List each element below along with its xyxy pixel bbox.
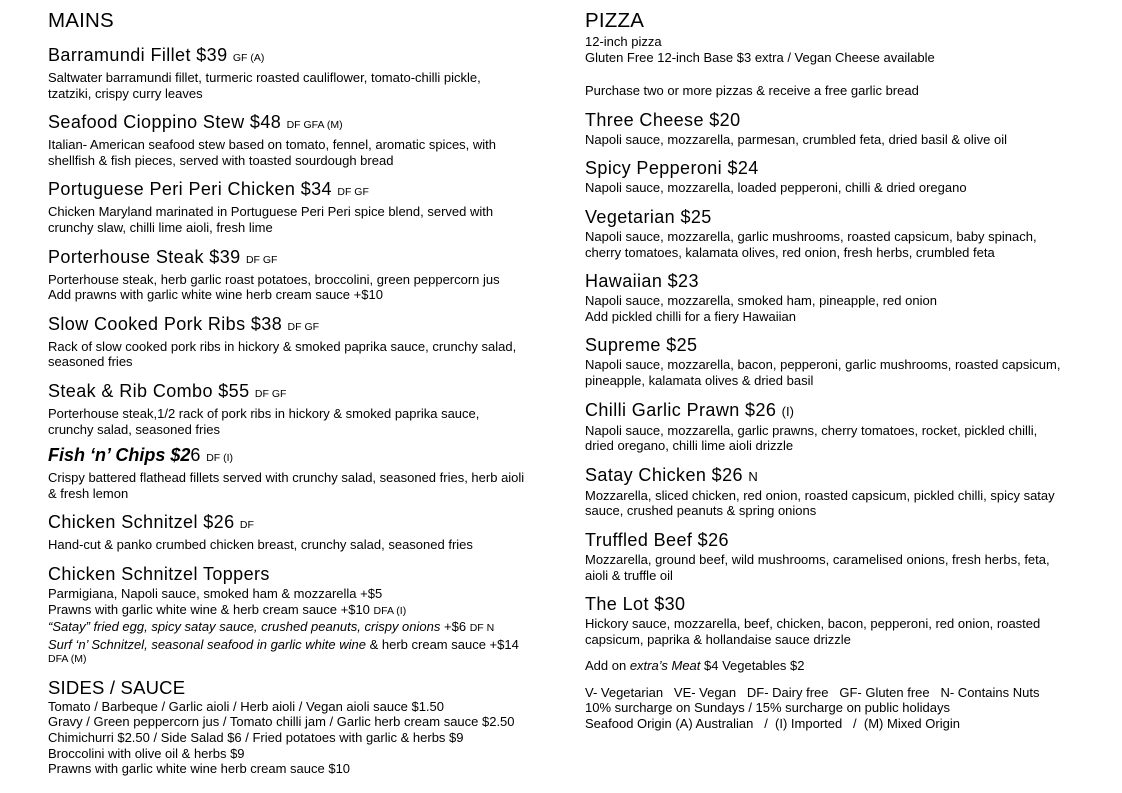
menu-item-fish-n-chips (48, 444, 548, 501)
mains-list (48, 44, 548, 437)
item-description (585, 423, 1085, 454)
menu-item (585, 399, 1085, 454)
item-name: Porterhouse Steak $39 (48, 246, 241, 267)
item-name: Supreme $25 (585, 335, 698, 356)
pizza-gluten-free-note: Gluten Free 12-inch Base $3 extra / Vegan Cheese available (585, 49, 935, 65)
description-line: Mozzarella, ground beef, wild mushrooms, caramelised onions, fresh herbs, feta, (585, 551, 1050, 567)
dietary-tags: DFA (I) (373, 604, 407, 617)
description-line: seasoned fries (48, 354, 133, 370)
item-name: Portuguese Peri Peri Chicken $34 (48, 179, 332, 200)
description-line: Napoli sauce, mozzarella, parmesan, crumbled feta, dried basil & olive oil (585, 131, 1007, 147)
dietary-tags: DF N (469, 622, 495, 635)
description-line: tzatziki, crispy curry leaves (48, 85, 203, 101)
item-name-bold: Fish ‘n’ Chips $2 (48, 445, 191, 466)
description-line: capsicum, paprika & hollandaise sauce drizzle (585, 631, 851, 647)
sides-line: Prawns with garlic white wine herb cream sauce $10 (48, 761, 351, 777)
menu-item (48, 178, 548, 235)
item-name: Chilli Garlic Prawn $26 (585, 399, 777, 420)
menu-item (585, 593, 1085, 647)
pizza-promo: Purchase two or more pizzas & receive a free garlic bread (585, 83, 919, 99)
description-line: & fresh lemon (48, 485, 129, 501)
description-line: Add prawns with garlic white wine herb cream sauce +$10 (48, 287, 383, 303)
menu-item (585, 157, 1085, 196)
description-line: dried oregano, chilli lime aioli drizzle (585, 438, 794, 454)
description-line: Crispy battered flathead fillets served with crunchy salad, seasoned fries, herb aioli (48, 470, 525, 486)
description-line: aioli & truffle oil (585, 567, 673, 583)
item-description (585, 132, 1085, 148)
item-description (48, 537, 548, 553)
description-line: Hickory sauce, mozzarella, beef, chicken, bacon, pepperoni, red onion, roasted (585, 616, 1041, 632)
description-line: crunchy slaw, chilli lime aioli, fresh lime (48, 219, 273, 235)
surcharge-note: 10% surcharge on Sundays / 15% surcharge on public holidays (585, 700, 950, 716)
item-name: Spicy Pepperoni $24 (585, 158, 759, 179)
description-line: Porterhouse steak,1/2 rack of pork ribs in hickory & smoked paprika sauce, (48, 405, 480, 421)
item-description (48, 470, 548, 501)
item-description (585, 488, 1085, 519)
menu-item (585, 334, 1085, 388)
item-name-rest: 6 (190, 445, 201, 466)
item-description (585, 552, 1085, 583)
extras-meat: extra’s Meat (629, 658, 701, 674)
item-name: Satay Chicken $26 (585, 464, 743, 485)
dietary-tags: DFA (M) (48, 653, 87, 666)
item-name: Vegetarian $25 (585, 206, 712, 227)
description-line: Napoli sauce, mozzarella, loaded pepperoni, chilli & dried oregano (585, 180, 967, 196)
description-line: Italian- American seafood stew based on tomato, fennel, aromatic spices, with (48, 137, 497, 153)
mains-heading: MAINS (48, 9, 114, 32)
item-name: Slow Cooked Pork Ribs $38 (48, 313, 283, 334)
description-line: Napoli sauce, mozzarella, smoked ham, pineapple, red onion (585, 293, 937, 309)
item-name: Chicken Schnitzel Toppers (48, 563, 270, 584)
pizza-column (585, 8, 1085, 732)
topper-text: Prawns with garlic white wine & herb cream sauce +$10 (48, 601, 370, 617)
topper-line (48, 619, 548, 637)
extras-note (585, 658, 1085, 674)
item-description (585, 616, 1085, 647)
description-line: sauce, crushed peanuts & spring onions (585, 503, 817, 519)
menu-item (48, 44, 548, 101)
menu-item (585, 464, 1085, 519)
dietary-tags: (I) (781, 403, 794, 419)
description-line: crunchy salad, seasoned fries (48, 421, 220, 437)
description-line: Napoli sauce, mozzarella, garlic mushrooms, roasted capsicum, baby spinach, (585, 228, 1037, 244)
description-line: Napoli sauce, mozzarella, bacon, pepperoni, garlic mushrooms, roasted capsicum, (585, 357, 1061, 373)
menu-item (48, 111, 548, 168)
item-description (48, 137, 548, 168)
item-name: Chicken Schnitzel $26 (48, 512, 235, 533)
topper-line: Parmigiana, Napoli sauce, smoked ham & mozzarella +$5 (48, 585, 383, 601)
item-description (48, 586, 548, 668)
menu-item (48, 313, 548, 370)
sides-heading: SIDES / SAUCE (48, 676, 186, 698)
sides-line: Gravy / Green peppercorn jus / Tomato chilli jam / Garlic herb cream sauce $2.50 (48, 714, 515, 730)
description-line: Porterhouse steak, herb garlic roast potatoes, broccolini, green peppercorn jus (48, 271, 500, 287)
item-description (48, 204, 548, 235)
item-name: Barramundi Fillet $39 (48, 45, 228, 65)
dietary-tags: DF GFA (M) (286, 119, 343, 132)
pizza-list (585, 109, 1085, 648)
description-line: pineapple, kalamata olives & dried basil (585, 372, 814, 388)
sides-line: Tomato / Barbeque / Garlic aioli / Herb aioli / Vegan aioli sauce $1.50 (48, 698, 445, 714)
dietary-tags: DF GF (254, 387, 287, 400)
dietary-tags: GF (A) (232, 52, 265, 64)
description-line: Saltwater barramundi fillet, turmeric roasted cauliflower, tomato-chilli pickle, (48, 70, 481, 85)
item-description (48, 406, 548, 437)
item-description (48, 339, 548, 370)
sides-line: Chimichurri $2.50 / Side Salad $6 / Fried potatoes with garlic & herbs $9 (48, 730, 464, 746)
topper-price: +$6 (444, 619, 467, 635)
description-line: Rack of slow cooked pork ribs in hickory & smoked paprika sauce, crunchy salad, (48, 338, 517, 354)
item-description (585, 293, 1085, 324)
item-name: Steak & Rib Combo $55 (48, 380, 250, 401)
menu-item (48, 246, 548, 303)
sides-list (48, 699, 548, 777)
description-line: Chicken Maryland marinated in Portuguese Peri Peri spice blend, served with (48, 204, 494, 220)
topper-text: Surf ‘n’ Schnitzel, seasonal seafood in garlic white wine (48, 636, 366, 652)
description-line: Add pickled chilli for a fiery Hawaiian (585, 308, 796, 324)
item-description (48, 272, 548, 303)
mains-column (48, 8, 548, 777)
seafood-origin-note: Seafood Origin (A) Australian / (I) Imported / (M) Mixed Origin (585, 716, 960, 732)
topper-line (48, 602, 548, 620)
item-description (585, 357, 1085, 388)
sides-section (48, 677, 548, 777)
item-name: The Lot $30 (585, 594, 686, 615)
extras-prefix: Add on (585, 658, 627, 674)
dietary-tags: DF (I) (206, 452, 234, 465)
sides-line: Broccolini with olive oil & herbs $9 (48, 745, 245, 761)
dietary-tags: DF (239, 519, 254, 532)
pizza-heading: PIZZA (585, 9, 645, 32)
dietary-tags: N (748, 468, 758, 484)
extras-suffix: $4 Vegetables $2 (704, 658, 805, 674)
menu-item (585, 206, 1085, 260)
item-name: Seafood Cioppino Stew $48 (48, 112, 282, 133)
description-line: cherry tomatoes, kalamata olives, red onion, fresh herbs, crumbled feta (585, 244, 995, 260)
menu-item-chicken-schnitzel (48, 511, 548, 553)
pizza-subtitle: 12-inch pizza (585, 34, 662, 49)
description-line: Napoli sauce, mozzarella, garlic prawns, cherry tomatoes, rocket, pickled chilli, (585, 422, 1038, 438)
menu-item (48, 380, 548, 437)
description-line: Hand-cut & panko crumbed chicken breast, crunchy salad, seasoned fries (48, 537, 473, 553)
dietary-tags: DF GF (337, 186, 369, 199)
menu-item (585, 270, 1085, 324)
item-name: Three Cheese $20 (585, 109, 741, 130)
item-description (48, 70, 548, 101)
menu-item (585, 109, 1085, 148)
item-name: Truffled Beef $26 (585, 529, 729, 550)
item-description (585, 229, 1085, 260)
dietary-tags: DF GF (245, 253, 278, 266)
menu-item (585, 529, 1085, 583)
item-name: Hawaiian $23 (585, 271, 699, 292)
description-line: Mozzarella, sliced chicken, red onion, roasted capsicum, pickled chilli, spicy satay (585, 487, 1055, 503)
description-line: shellfish & fish pieces, served with toasted sourdough bread (48, 152, 394, 168)
menu-item-schnitzel-toppers (48, 563, 548, 668)
topper-line (48, 637, 548, 653)
dietary-tags: DF GF (287, 320, 320, 333)
topper-price: & herb cream sauce +$14 (369, 636, 519, 652)
topper-text: “Satay” fried egg, spicy satay sauce, crushed peanuts, crispy onions (48, 619, 441, 635)
item-description (585, 180, 1085, 196)
legend: V- Vegetarian VE- Vegan DF- Dairy free GF- Gluten free N- Contains Nuts (585, 684, 1040, 700)
